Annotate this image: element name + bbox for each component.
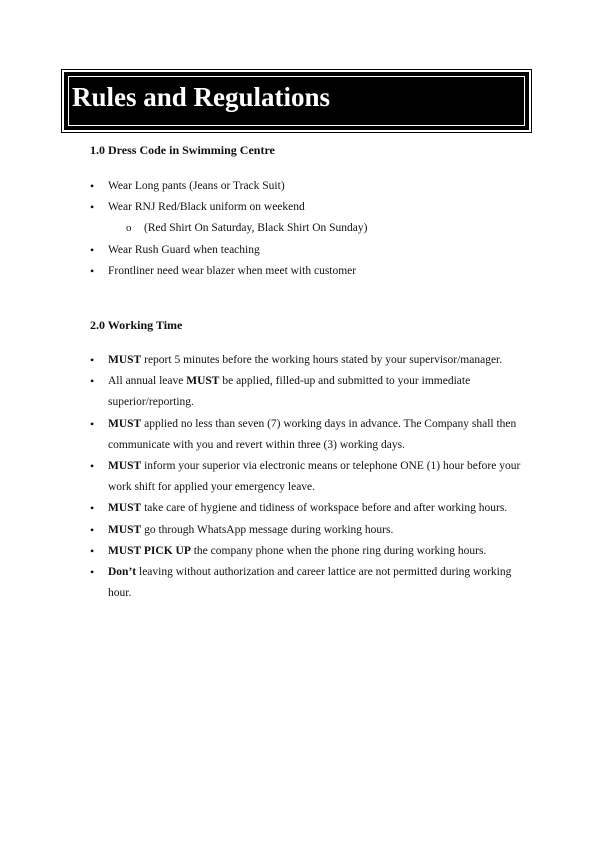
page-title: Rules and Regulations xyxy=(72,82,331,112)
list-item: • Wear Long pants (Jeans or Track Suit) xyxy=(90,176,530,197)
dress-code-list xyxy=(90,176,530,282)
working-time-list xyxy=(90,350,530,604)
bullet-icon: • xyxy=(90,459,95,474)
list-item: • MUST go through WhatsApp message during working hours. xyxy=(90,520,530,541)
list-item: • Don’t leaving without authorization and career lattice are not permitted during working hour. xyxy=(90,562,530,604)
bullet-icon: • xyxy=(90,543,95,558)
bullet-icon: • xyxy=(90,416,95,431)
title-banner xyxy=(64,72,529,130)
list-item: • All annual leave MUST be applied, filled-up and submitted to your immediate superior/reporting. xyxy=(90,371,530,413)
bullet-icon: • xyxy=(90,374,95,389)
list-item: • Wear Rush Guard when teaching xyxy=(90,240,530,261)
section-heading-working-time: 2.0 Working Time xyxy=(90,318,183,332)
list-item: • MUST applied no less than seven (7) working days in advance. The Company shall then communicate with you and revert within three (3) working days. xyxy=(90,414,530,456)
list-item: • MUST take care of hygiene and tidiness of workspace before and after working hours. xyxy=(90,498,530,519)
bullet-icon: • xyxy=(90,501,95,516)
bullet-icon: • xyxy=(90,200,95,215)
section-heading-dress-code: 1.0 Dress Code in Swimming Centre xyxy=(90,143,275,157)
list-item: • MUST inform your superior via electronic means or telephone ONE (1) hour before your work shift for applied your emergency leave. xyxy=(90,456,530,498)
list-item: • MUST PICK UP the company phone when the phone ring during working hours. xyxy=(90,541,530,562)
sub-list-item: o (Red Shirt On Saturday, Black Shirt On Sunday) xyxy=(90,218,530,239)
hollow-bullet-icon: o xyxy=(126,222,132,235)
bullet-icon: • xyxy=(90,263,95,278)
bullet-icon: • xyxy=(90,522,95,537)
bullet-icon: • xyxy=(90,565,95,580)
bullet-icon: • xyxy=(90,353,95,367)
bullet-icon: • xyxy=(90,242,95,257)
bullet-icon: • xyxy=(90,179,95,193)
list-item: • MUST report 5 minutes before the working hours stated by your supervisor/manager. xyxy=(90,350,530,371)
list-item: • Frontliner need wear blazer when meet with customer xyxy=(90,261,530,282)
list-item: • Wear RNJ Red/Black uniform on weekend xyxy=(90,197,530,218)
